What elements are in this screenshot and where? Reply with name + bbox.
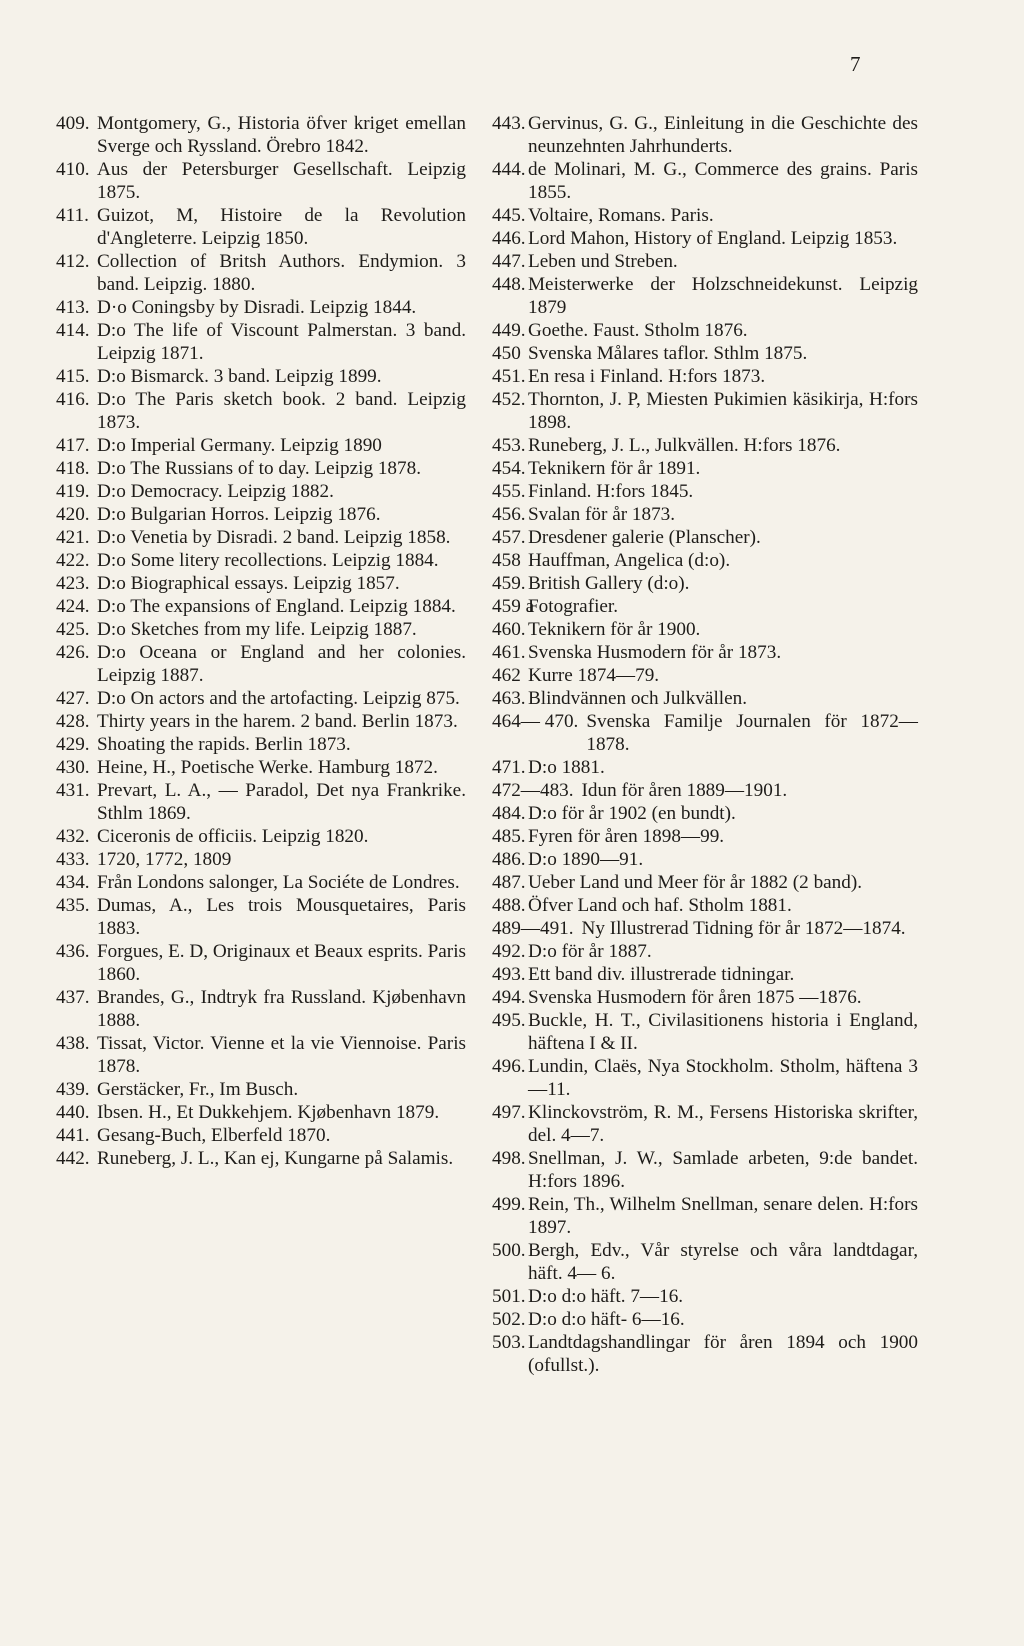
entry-text: D:o On actors and the artofacting. Leipzig 875. <box>97 688 460 709</box>
entry-text: Fyren för åren 1898—99. <box>528 826 725 847</box>
entry-number: 413. <box>56 297 90 318</box>
catalog-entry <box>492 572 918 595</box>
entry-number: 414. <box>56 320 90 341</box>
entry-text: Buckle, H. T., Civilasitionens historia i England, häftena I & II. <box>528 1010 918 1054</box>
entry-number: 441. <box>56 1125 90 1146</box>
entry-number: 460. <box>492 619 526 640</box>
entry-number: 425. <box>56 619 90 640</box>
entry-text: Rein, Th., Wilhelm Snellman, senare delen. H:fors 1897. <box>528 1194 918 1238</box>
entry-number: 443. <box>492 113 526 134</box>
catalog-entry <box>56 1078 466 1101</box>
entry-number: 488. <box>492 895 526 916</box>
entry-number: 464— 470. <box>492 711 579 732</box>
entry-text: Runeberg, J. L., Kan ej, Kungarne på Salamis. <box>97 1148 454 1169</box>
entry-text: Voltaire, Romans. Paris. <box>528 205 714 226</box>
entry-text: D:o Biographical essays. Leipzig 1857. <box>97 573 400 594</box>
catalog-entry <box>56 618 466 641</box>
entry-number: 493. <box>492 964 526 985</box>
entry-number: 442. <box>56 1148 90 1169</box>
entry-number: 436. <box>56 941 90 962</box>
entry-text: Thornton, J. P, Miesten Pukimien käsikirja, H:fors 1898. <box>528 389 918 433</box>
entry-text: Hauffman, Angelica (d:o). <box>528 550 731 571</box>
right-column <box>492 112 918 1377</box>
entry-text: D:o Imperial Germany. Leipzig 1890 <box>97 435 382 456</box>
entry-number: 433. <box>56 849 90 870</box>
entry-text: Prevart, L. A., — Paradol, Det nya Frankrike. Sthlm 1869. <box>97 780 466 824</box>
entry-text: Heine, H., Poetische Werke. Hamburg 1872. <box>97 757 438 778</box>
catalog-entry <box>56 1032 466 1078</box>
entry-text: Leben und Streben. <box>528 251 678 272</box>
entry-number: 418. <box>56 458 90 479</box>
catalog-entry <box>492 204 918 227</box>
catalog-entry <box>56 940 466 986</box>
entry-number: 487. <box>492 872 526 893</box>
entry-text: D:o The Russians of to day. Leipzig 1878. <box>97 458 422 479</box>
entry-text: Gerstäcker, Fr., Im Busch. <box>97 1079 299 1100</box>
catalog-entry <box>492 112 918 158</box>
entry-text: D:o Some litery recollections. Leipzig 1884. <box>97 550 439 571</box>
entry-text: Svenska Husmodern för åren 1875 —1876. <box>528 987 862 1008</box>
catalog-entry <box>56 871 466 894</box>
catalog-entry <box>56 112 466 158</box>
entry-number: 429. <box>56 734 90 755</box>
catalog-entry <box>492 871 918 894</box>
entry-number: 499. <box>492 1194 526 1215</box>
catalog-entry <box>492 549 918 572</box>
catalog-entry <box>492 1055 918 1101</box>
entry-text: Teknikern för år 1891. <box>528 458 701 479</box>
entry-text: British Gallery (d:o). <box>528 573 690 594</box>
entry-number: 492. <box>492 941 526 962</box>
entry-text: D:o Bismarck. 3 band. Leipzig 1899. <box>97 366 382 387</box>
entry-text: Lord Mahon, History of England. Leipzig 1853. <box>528 228 898 249</box>
catalog-entry <box>492 825 918 848</box>
entry-number: 420. <box>56 504 90 525</box>
catalog-entry <box>492 1009 918 1055</box>
entry-number: 430. <box>56 757 90 778</box>
entry-text: Snellman, J. W., Samlade arbeten, 9:de bandet. H:fors 1896. <box>528 1148 918 1192</box>
entry-number: 423. <box>56 573 90 594</box>
entry-number: 454. <box>492 458 526 479</box>
catalog-entry <box>492 365 918 388</box>
catalog-entry <box>492 917 918 940</box>
entry-number: 422. <box>56 550 90 571</box>
entry-text: D:o 1890—91. <box>528 849 644 870</box>
catalog-entry <box>492 250 918 273</box>
catalog-entry <box>56 1124 466 1147</box>
catalog-entry <box>56 204 466 250</box>
catalog-entry <box>492 434 918 457</box>
entry-number: 494. <box>492 987 526 1008</box>
entry-text: Dumas, A., Les trois Mousquetaires, Paris 1883. <box>97 895 466 939</box>
entry-text: D·o Coningsby by Disradi. Leipzig 1844. <box>97 297 417 318</box>
entry-number: 502. <box>492 1309 526 1330</box>
entry-number: 485. <box>492 826 526 847</box>
entry-text: D:o Venetia by Disradi. 2 band. Leipzig 1858. <box>97 527 451 548</box>
catalog-entry <box>56 687 466 710</box>
entry-text: Ciceronis de officiis. Leipzig 1820. <box>97 826 369 847</box>
catalog-entry <box>492 342 918 365</box>
entry-text: Forgues, E. D, Originaux et Beaux esprits. Paris 1860. <box>97 941 466 985</box>
catalog-entry <box>56 986 466 1032</box>
entry-number: 495. <box>492 1010 526 1031</box>
catalog-entry <box>492 641 918 664</box>
catalog-entry <box>492 457 918 480</box>
catalog-entry <box>492 687 918 710</box>
entry-text: Collection of Britsh Authors. Endymion. 3 band. Leipzig. 1880. <box>97 251 466 295</box>
catalog-entry <box>56 710 466 733</box>
catalog-entry <box>492 480 918 503</box>
entry-number: 410. <box>56 159 90 180</box>
entry-number: 439. <box>56 1079 90 1100</box>
entry-number: 426. <box>56 642 90 663</box>
entry-text: D:o The life of Viscount Palmerstan. 3 band. Leipzig 1871. <box>97 320 466 364</box>
entry-number: 459 a <box>492 596 535 617</box>
catalog-entry <box>56 756 466 779</box>
catalog-entry <box>56 158 466 204</box>
entry-number: 446. <box>492 228 526 249</box>
entry-number: 471. <box>492 757 526 778</box>
entry-text: Meisterwerke der Holzschneidekunst. Leipzig 1879 <box>528 274 918 318</box>
entry-number: 457. <box>492 527 526 548</box>
catalog-entry <box>492 526 918 549</box>
catalog-entry <box>492 618 918 641</box>
entry-number: 501. <box>492 1286 526 1307</box>
entry-text: Från Londons salonger, La Sociéte de Londres. <box>97 872 460 893</box>
page-number: 7 <box>850 52 861 76</box>
entry-text: Svenska Familje Journalen för 1872—1878. <box>586 711 918 755</box>
entry-number: 447. <box>492 251 526 272</box>
entry-number: 461. <box>492 642 526 663</box>
entry-number: 440. <box>56 1102 90 1123</box>
entry-text: Finland. H:fors 1845. <box>528 481 694 502</box>
entry-text: D:o Oceana or England and her colonies. Leipzig 1887. <box>97 642 466 686</box>
entry-number: 498. <box>492 1148 526 1169</box>
entry-number: 486. <box>492 849 526 870</box>
entry-number: 451. <box>492 366 526 387</box>
catalog-entry <box>492 595 918 618</box>
catalog-entry <box>492 388 918 434</box>
entry-number: 450 <box>492 343 521 364</box>
entry-text: Idun för åren 1889—1901. <box>581 780 788 801</box>
catalog-entry <box>56 733 466 756</box>
catalog-entry <box>56 365 466 388</box>
catalog-entry <box>492 779 918 802</box>
entry-number: 411. <box>56 205 89 226</box>
entry-number: 500. <box>492 1240 526 1261</box>
entry-number: 412. <box>56 251 90 272</box>
entry-text: Svalan för år 1873. <box>528 504 676 525</box>
entry-number: 472—483. <box>492 780 574 801</box>
entry-text: Guizot, M, Histoire de la Revolution d'Angleterre. Leipzig 1850. <box>97 205 466 249</box>
entry-number: 421. <box>56 527 90 548</box>
entry-number: 419. <box>56 481 90 502</box>
catalog-entry <box>56 894 466 940</box>
catalog-entry <box>56 572 466 595</box>
entry-text: Teknikern för år 1900. <box>528 619 701 640</box>
entry-number: 415. <box>56 366 90 387</box>
entry-number: 496. <box>492 1056 526 1077</box>
catalog-entry <box>492 986 918 1009</box>
entry-text: En resa i Finland. H:fors 1873. <box>528 366 766 387</box>
entry-text: 1720, 1772, 1809 <box>97 849 232 870</box>
catalog-entry <box>56 1101 466 1124</box>
catalog-entry <box>492 894 918 917</box>
entry-number: 424. <box>56 596 90 617</box>
catalog-entry <box>492 940 918 963</box>
entry-text: Bergh, Edv., Vår styrelse och våra landtdagar, häft. 4— 6. <box>528 1240 918 1284</box>
entry-text: Svenska Målares taflor. Sthlm 1875. <box>528 343 808 364</box>
catalog-entry <box>492 802 918 825</box>
entry-number: 444. <box>492 159 526 180</box>
entry-text: D:o Democracy. Leipzig 1882. <box>97 481 334 502</box>
entry-text: Öfver Land och haf. Stholm 1881. <box>528 895 792 916</box>
entry-text: D:o d:o häft. 7—16. <box>528 1286 684 1307</box>
catalog-entry <box>56 595 466 618</box>
entry-text: Klinckovström, R. M., Fersens Historiska skrifter, del. 4—7. <box>528 1102 918 1146</box>
entry-text: Runeberg, J. L., Julkvällen. H:fors 1876. <box>528 435 841 456</box>
catalog-entry <box>492 227 918 250</box>
catalog-entry <box>492 756 918 779</box>
entry-text: D:o för år 1902 (en bundt). <box>528 803 736 824</box>
catalog-entry <box>492 1308 918 1331</box>
entry-text: Aus der Petersburger Gesellschaft. Leipzig 1875. <box>97 159 466 203</box>
entry-number: 437. <box>56 987 90 1008</box>
entry-text: Shoating the rapids. Berlin 1873. <box>97 734 351 755</box>
catalog-entry <box>492 273 918 319</box>
catalog-entry <box>492 1285 918 1308</box>
catalog-entry <box>56 457 466 480</box>
entry-number: 497. <box>492 1102 526 1123</box>
catalog-entry <box>56 480 466 503</box>
entry-text: D:o Sketches from my life. Leipzig 1887. <box>97 619 417 640</box>
entry-text: D:o 1881. <box>528 757 605 778</box>
entry-number: 459. <box>492 573 526 594</box>
entry-number: 417. <box>56 435 90 456</box>
catalog-entry <box>56 319 466 365</box>
entry-text: Gesang-Buch, Elberfeld 1870. <box>97 1125 331 1146</box>
entry-text: D:o The Paris sketch book. 2 band. Leipzig 1873. <box>97 389 466 433</box>
catalog-entry <box>56 503 466 526</box>
entry-text: Brandes, G., Indtryk fra Russland. Kjøbenhavn 1888. <box>97 987 466 1031</box>
entry-text: Ueber Land und Meer för år 1882 (2 band). <box>528 872 863 893</box>
entry-number: 416. <box>56 389 90 410</box>
entry-number: 458 <box>492 550 521 571</box>
catalog-entry <box>492 1147 918 1193</box>
entry-text: D:o The expansions of England. Leipzig 1884. <box>97 596 456 617</box>
entry-number: 448. <box>492 274 526 295</box>
catalog-entry <box>56 1147 466 1170</box>
entry-number: 456. <box>492 504 526 525</box>
catalog-entry <box>56 250 466 296</box>
catalog-entry <box>56 526 466 549</box>
catalog-entry <box>492 1239 918 1285</box>
entry-number: 489—491. <box>492 918 574 939</box>
entry-text: D:o d:o häft- 6—16. <box>528 1309 685 1330</box>
catalog-entry <box>492 963 918 986</box>
entry-number: 435. <box>56 895 90 916</box>
entry-number: 484. <box>492 803 526 824</box>
entry-text: Ett band div. illustrerade tidningar. <box>528 964 795 985</box>
entry-number: 427. <box>56 688 90 709</box>
catalog-entry <box>492 1331 918 1377</box>
entry-text: Tissat, Victor. Vienne et la vie Viennoise. Paris 1878. <box>97 1033 466 1077</box>
entry-number: 409. <box>56 113 90 134</box>
catalog-entry <box>56 434 466 457</box>
entry-number: 431. <box>56 780 90 801</box>
catalog-entry <box>56 388 466 434</box>
entry-text: Fotografier. <box>528 596 619 617</box>
entry-number: 438. <box>56 1033 90 1054</box>
entry-number: 462 <box>492 665 521 686</box>
entry-text: Ibsen. H., Et Dukkehjem. Kjøbenhavn 1879. <box>97 1102 440 1123</box>
entry-number: 449. <box>492 320 526 341</box>
catalog-entry <box>492 1193 918 1239</box>
entry-number: 434. <box>56 872 90 893</box>
catalog-entry <box>56 549 466 572</box>
catalog-entry <box>492 1101 918 1147</box>
entry-text: Kurre 1874—79. <box>528 665 660 686</box>
catalog-entry <box>492 710 918 756</box>
entry-text: Landtdagshandlingar för åren 1894 och 1900 (ofullst.). <box>528 1332 918 1376</box>
entry-number: 428. <box>56 711 90 732</box>
entry-text: Dresdener galerie (Planscher). <box>528 527 761 548</box>
catalog-entry <box>492 319 918 342</box>
entry-text: de Molinari, M. G., Commerce des grains. Paris 1855. <box>528 159 918 203</box>
catalog-entry <box>56 779 466 825</box>
entry-number: 503. <box>492 1332 526 1353</box>
entry-text: D:o för år 1887. <box>528 941 652 962</box>
entry-text: Svenska Husmodern för år 1873. <box>528 642 782 663</box>
entry-number: 455. <box>492 481 526 502</box>
catalog-entry <box>492 664 918 687</box>
catalog-entry <box>56 848 466 871</box>
entry-number: 445. <box>492 205 526 226</box>
left-column <box>56 112 466 1170</box>
catalog-entry <box>56 825 466 848</box>
catalog-entry <box>492 503 918 526</box>
entry-text: Thirty years in the harem. 2 band. Berlin 1873. <box>97 711 458 732</box>
entry-text: Ny Illustrerad Tidning för år 1872—1874. <box>581 918 906 939</box>
entry-text: Montgomery, G., Historia öfver kriget emellan Sverge och Ryssland. Örebro 1842. <box>97 113 466 157</box>
catalog-entry <box>492 158 918 204</box>
entry-number: 452. <box>492 389 526 410</box>
entry-text: Blindvännen och Julkvällen. <box>528 688 748 709</box>
entry-text: D:o Bulgarian Horros. Leipzig 1876. <box>97 504 381 525</box>
catalog-entry <box>492 848 918 871</box>
entry-number: 463. <box>492 688 526 709</box>
entry-text: Goethe. Faust. Stholm 1876. <box>528 320 748 341</box>
entry-text: Gervinus, G. G., Einleitung in die Geschichte des neunzehnten Jahrhunderts. <box>528 113 918 157</box>
entry-text: Lundin, Claës, Nya Stockholm. Stholm, häftena 3—11. <box>528 1056 918 1100</box>
entry-number: 432. <box>56 826 90 847</box>
catalog-entry <box>56 641 466 687</box>
catalog-entry <box>56 296 466 319</box>
entry-number: 453. <box>492 435 526 456</box>
